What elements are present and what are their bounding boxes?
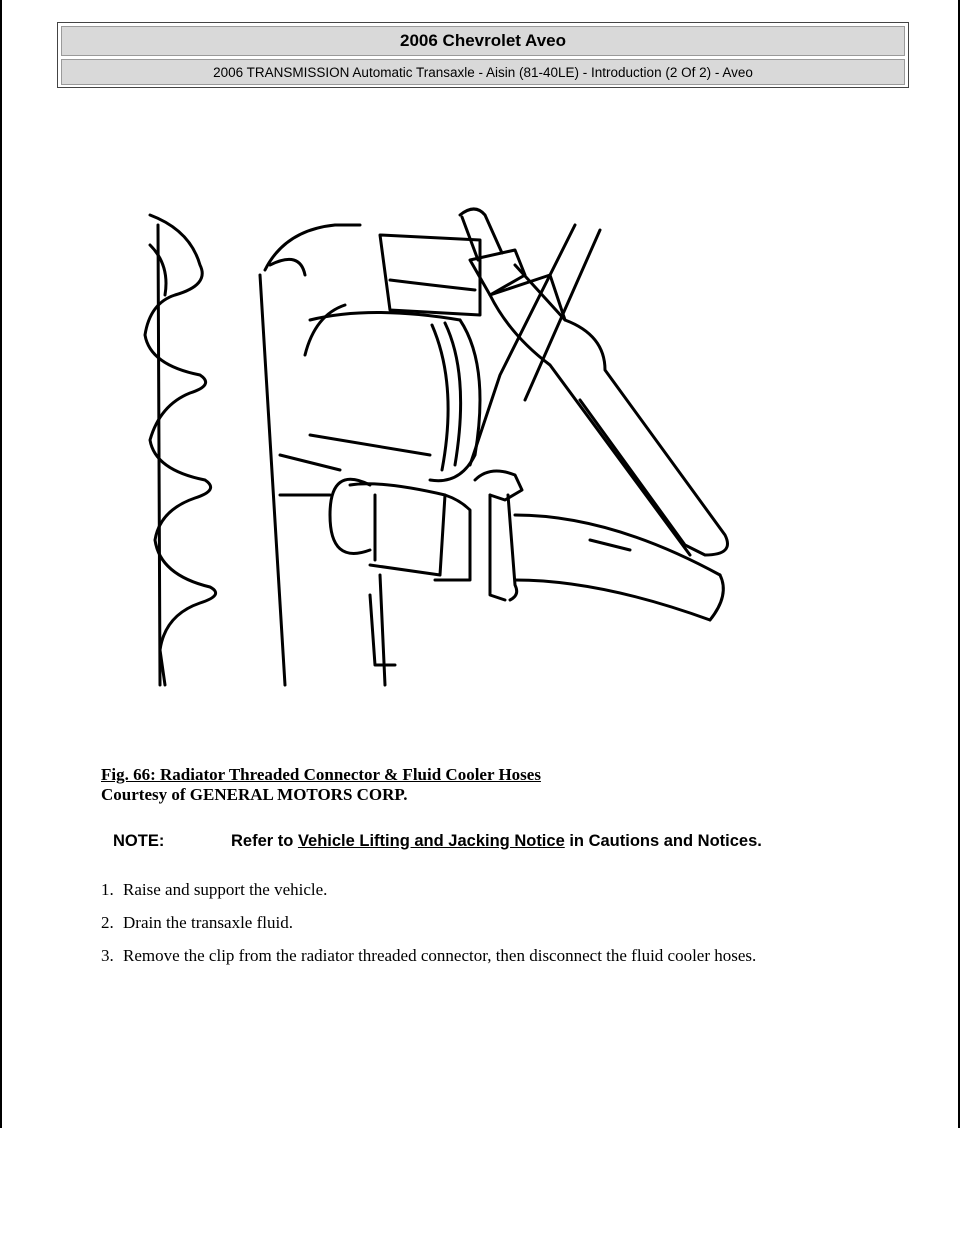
step-number: 2. (101, 913, 114, 932)
step-text: Remove the clip from the radiator threaded connector, then disconnect the fluid cooler hoses. (123, 946, 757, 965)
step-text: Raise and support the vehicle. (123, 880, 328, 899)
note-block (113, 832, 762, 851)
note-prefix: Refer to (231, 832, 298, 850)
note-suffix: in Cautions and Notices. (564, 832, 762, 850)
procedure-steps (101, 880, 756, 979)
page-border-left (0, 0, 2, 1128)
figure-title: Fig. 66: Radiator Threaded Connector & Fluid Cooler Hoses (101, 765, 541, 784)
figure-caption (101, 765, 541, 805)
list-item (101, 946, 756, 979)
header-title: 2006 Chevrolet Aveo (61, 26, 905, 56)
list-item (101, 880, 756, 913)
vehicle-lifting-notice-link[interactable]: Vehicle Lifting and Jacking Notice (297, 832, 565, 850)
figure-credit: Courtesy of GENERAL MOTORS CORP. (101, 785, 408, 804)
step-number: 1. (101, 880, 114, 899)
step-number: 3. (101, 946, 114, 965)
header-subtitle: 2006 TRANSMISSION Automatic Transaxle - Aisin (81-40LE) - Introduction (2 Of 2) - Aveo (61, 59, 905, 85)
document-header (57, 22, 909, 88)
note-label: NOTE: (113, 832, 165, 850)
radiator-connector-illustration (130, 195, 750, 695)
step-text: Drain the transaxle fluid. (123, 913, 293, 932)
list-item (101, 913, 756, 946)
